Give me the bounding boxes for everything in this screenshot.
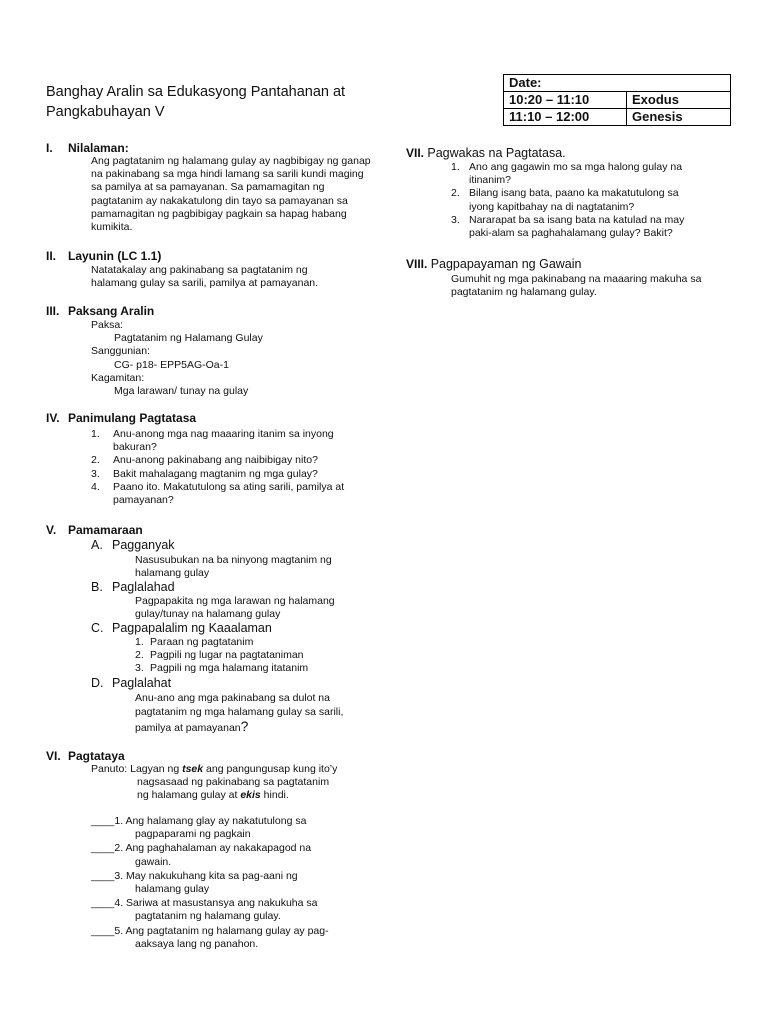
section-4-list (91, 428, 381, 507)
quiz-item: ____4. Sariwa at masustansya ang nakukuha sa pagtatanim ng halamang gulay. (91, 897, 318, 923)
schedule-row (504, 109, 731, 126)
quiz-item: ____3. May nakukuhang kita sa pag-aani ng halamang gulay (91, 869, 298, 896)
quiz-item: ____2. Ang paghahalaman ay nakakapagod na gawain. (91, 842, 312, 868)
schedule-time: 11:10 – 12:00 (504, 109, 627, 126)
section-8-text: Gumuhit ng mga pakinabang na maaaring makuha sa pagtatanim ng halamang gulay. (451, 273, 702, 299)
subsection-b-text: Pagpapakita ng mga larawan ng halamang gulay/tunay na halamang gulay (135, 595, 335, 621)
section-3-heading: III. Paksang Aralin (46, 304, 155, 318)
subsection-c-list (135, 636, 308, 676)
section-1-heading: I. Nilalaman: (46, 141, 129, 155)
section-4-heading: IV. Panimulang Pagtatasa (46, 411, 197, 425)
list-item: 4. Paano ito. Makatutulong sa ating sarili, pamilya at pamayanan? (91, 480, 345, 507)
list-item: 3. Nararapat ba sa isang bata na katulad na may paki-alam sa paghahalamang gulay? Bakit? (451, 213, 685, 240)
list-item: 1. Ano ang gagawin mo sa mga halong gulay na itinanim? (451, 161, 683, 187)
subsection-b-heading: B. Paglalahad (91, 580, 175, 594)
section-7-heading: VII. Pagwakas na Pagtatasa. (406, 146, 566, 160)
section-8-heading: VIII. Pagpapayaman ng Gawain (406, 257, 582, 271)
list-item: 3. Pagpili ng mga halamang itatanim (135, 662, 309, 675)
schedule-time: 10:20 – 11:10 (504, 92, 627, 109)
sanggunian-value: CG- p18- EPP5AG-Oa-1 (114, 358, 229, 371)
subsection-a-heading: A. Pagganyak (91, 538, 175, 552)
section-2-heading: II. Layunin (LC 1.1) (46, 249, 162, 263)
instructions: Panuto: Lagyan ng tsek ang pangungusap kung ito’y nagsasaad ng pakinabang sa pagtatanim ng halamang gulay at ekis hindi. (91, 763, 338, 802)
date-label: Date: (504, 75, 731, 92)
list-item: 3. Bakit mahalagang magtanim ng mga gulay? (91, 467, 318, 480)
quiz-item: ____1. Ang halamang glay ay nakatutulong sa pagpaparami ng pagkain (91, 815, 307, 841)
section-3-content (91, 319, 263, 398)
section-5-heading: V. Pamamaraan (46, 523, 143, 537)
schedule-section: Genesis (627, 109, 731, 126)
list-item: 1. Paraan ng pagtatanim (135, 636, 254, 648)
title-line-2: Pangkabuhayan V (46, 104, 165, 120)
schedule-row (504, 92, 731, 109)
schedule-date-row (504, 75, 731, 92)
sanggunian-label: Sanggunian: (91, 345, 150, 358)
paksa-value: Pagtatanim ng Halamang Gulay (114, 332, 263, 345)
kagamitan-label: Kagamitan: (91, 371, 145, 384)
subsection-d-text: Anu-ano ang mga pakinabang sa dulot na pagtatanim ng mga halamang gulay sa sarili, pamilya at pamayanan? (135, 692, 344, 734)
subsection-a-text: Nasusubukan na ba ninyong magtanim ng halamang gulay (135, 554, 332, 580)
schedule-section: Exodus (627, 92, 731, 109)
title-line-1: Banghay Aralin sa Edukasyong Pantahanan at (46, 84, 346, 100)
section-6-heading: VI. Pagtataya (46, 749, 125, 763)
list-item: 2. Bilang isang bata, paano ka makatutulong sa iyong kapitbahay na di nagtatanim? (451, 187, 679, 213)
section-1-text: Ang pagtatanim ng halamang gulay ay nagbibigay ng ganap na pakinabang sa mga hindi lamang sa sarili kundi maging sa pamilya at sa pamayanan. Sa pamamagitan ng pagtatanim ay nakakatulong din tayo sa pamayanan sa pamamagitan ng pagbibigay pagkain sa hapag habang kumikita. (91, 155, 371, 234)
section-7-list (451, 161, 741, 240)
list-item: 1. Anu-anong mga nag maaaring itanim sa inyong bakuran? (91, 428, 334, 454)
document-title (46, 82, 366, 122)
subsection-c-heading: C. Pagpapalalim ng Kaaalaman (91, 621, 272, 635)
kagamitan-value: Mga larawan/ tunay na gulay (114, 385, 249, 398)
subsection-d-heading: D. Paglalahat (91, 676, 172, 690)
schedule-table (503, 74, 731, 126)
section-2-text: Natatakalay ang pakinabang sa pagtatanim ng halamang gulay sa sarili, pamilya at pamayanan. (91, 264, 319, 290)
list-item: 2. Anu-anong pakinabang ang naibibigay nito? (91, 454, 318, 467)
quiz-items (91, 815, 329, 951)
list-item: 2. Pagpili ng lugar na pagtataniman (135, 649, 304, 662)
quiz-item: ____5. Ang pagtatanim ng halamang gulay ay pag- aaksaya lang ng panahon. (91, 924, 329, 950)
paksa-label: Paksa: (91, 319, 124, 331)
